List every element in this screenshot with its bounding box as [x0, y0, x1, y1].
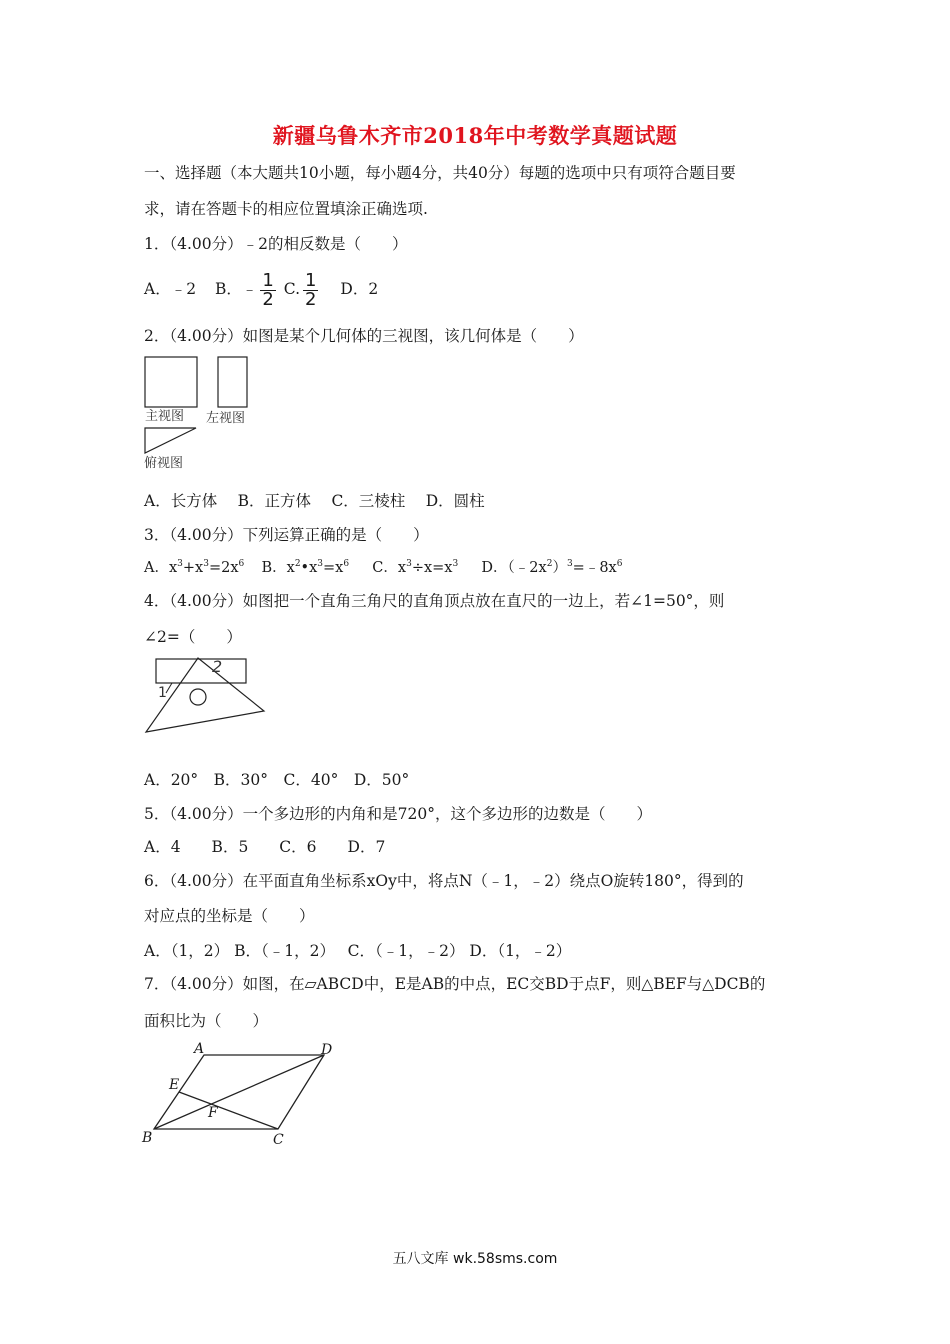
q3-a-part: =2x — [208, 560, 239, 576]
q3-c-part: ÷x=x — [411, 560, 453, 576]
top-view-triangle — [145, 428, 196, 453]
q7-stem-line2: 面积比为（ ） — [144, 1012, 269, 1030]
segment-ec — [179, 1092, 278, 1129]
q1-option-b — [215, 269, 279, 310]
q3-a-part: +x — [182, 560, 204, 576]
front-view-rect — [145, 357, 197, 407]
q3-b-part: B．x — [261, 560, 295, 576]
q3-d-part: D．（﹣2x — [481, 560, 547, 576]
q1-option-a: A．﹣2 — [144, 280, 197, 298]
section-intro-line1: 一、选择题（本大题共10小题，每小题4分，共40分）每题的选项中只有项符合题目要 — [144, 164, 736, 182]
q3-option-d — [481, 560, 622, 576]
q3-options — [144, 558, 622, 578]
q2-label-top: 俯视图 — [144, 456, 184, 471]
q4-stem-line1: 4．（4.00分）如图把一个直角三角尺的直角顶点放在直尺的一边上，若∠1=50°，则 — [144, 592, 725, 610]
section-intro-line2: 求，请在答题卡的相应位置填涂正确选项. — [144, 200, 428, 218]
q1-options — [144, 270, 378, 309]
q6-stem-line2: 对应点的坐标是（ ） — [144, 907, 315, 925]
q3-d-part: ） — [552, 560, 567, 576]
q1-option-b-fraction — [260, 269, 275, 310]
q4-angle1-label: 1 — [158, 685, 167, 701]
q3-option-c — [372, 560, 458, 576]
q6-options: A．（1，2） B．（﹣1，2） C．（﹣1，﹣2） D．（1，﹣2） — [144, 942, 572, 960]
left-view-rect — [218, 357, 247, 407]
q5-stem: 5．（4.00分）一个多边形的内角和是720°，这个多边形的边数是（ ） — [144, 805, 652, 823]
exponent: 6 — [343, 559, 350, 570]
q4-stem-line2: ∠2=（ ） — [144, 628, 242, 646]
q1-option-c-fraction — [303, 269, 318, 310]
q7-stem-line1: 7．（4.00分）如图，在▱ABCD中，E是AB的中点，EC交BD于点F，则△BEF与△DCB的 — [144, 975, 766, 993]
fraction-numerator: 1 — [305, 269, 317, 291]
exponent: 2 — [294, 559, 301, 570]
q7-label-c: C — [273, 1132, 284, 1148]
q3-option-b — [261, 560, 349, 576]
page-footer: 五八文库 wk.58sms.com — [392, 1251, 558, 1267]
exponent: 3 — [177, 559, 183, 570]
q7-label-b: B — [142, 1130, 153, 1146]
exponent: 3 — [566, 559, 573, 570]
q3-a-part: A．x — [144, 560, 178, 576]
exponent: 6 — [238, 559, 245, 570]
exponent: 6 — [616, 559, 623, 570]
exponent: 3 — [452, 559, 459, 570]
q7-label-f: F — [208, 1105, 218, 1121]
q3-c-part: C．x — [372, 560, 407, 576]
page-title: 新疆乌鲁木齐市2018年中考数学真题试题 — [272, 123, 678, 148]
q1-option-c-prefix: C. — [283, 280, 301, 298]
q7-label-a: A — [194, 1041, 205, 1057]
exponent: 3 — [317, 559, 324, 570]
q1-option-c — [283, 269, 322, 310]
q3-b-part: •x — [300, 560, 318, 576]
exponent: 2 — [546, 559, 553, 570]
exponent: 3 — [203, 559, 209, 570]
q5-options: A．4 B．5 C．6 D．7 — [144, 838, 386, 856]
q4-angle2-label: 2 — [212, 657, 223, 676]
q2-options: A．长方体 B．正方体 C．三棱柱 D．圆柱 — [144, 492, 485, 510]
q1-option-b-prefix: B．﹣ — [215, 280, 258, 298]
exponent: 3 — [406, 559, 412, 570]
q3-b-part: =x — [323, 560, 344, 576]
q3-option-a — [144, 560, 244, 576]
q1-stem: 1．（4.00分）﹣2的相反数是（ ） — [144, 235, 408, 253]
q2-stem: 2．（4.00分）如图是某个几何体的三视图，该几何体是（ ） — [144, 327, 584, 345]
triangle-hole-circle — [190, 689, 206, 705]
q6-stem-line1: 6．（4.00分）在平面直角坐标系xOy中，将点N（﹣1，﹣2）绕点O旋转180°，得到的 — [144, 872, 744, 890]
ruler-rect — [156, 659, 246, 683]
q3-d-part: =﹣8x — [572, 560, 617, 576]
fraction-denominator: 2 — [262, 288, 274, 310]
q1-option-d: D．2 — [340, 280, 379, 298]
q7-label-d: D — [321, 1042, 333, 1058]
q2-label-left: 左视图 — [206, 411, 246, 426]
fraction-numerator: 1 — [262, 269, 274, 291]
q3-stem: 3．（4.00分）下列运算正确的是（ ） — [144, 526, 429, 544]
q2-label-front: 主视图 — [145, 409, 185, 424]
q7-label-e: E — [169, 1077, 180, 1093]
q4-options: A．20° B．30° C．40° D．50° — [144, 771, 410, 789]
fraction-denominator: 2 — [305, 288, 317, 310]
